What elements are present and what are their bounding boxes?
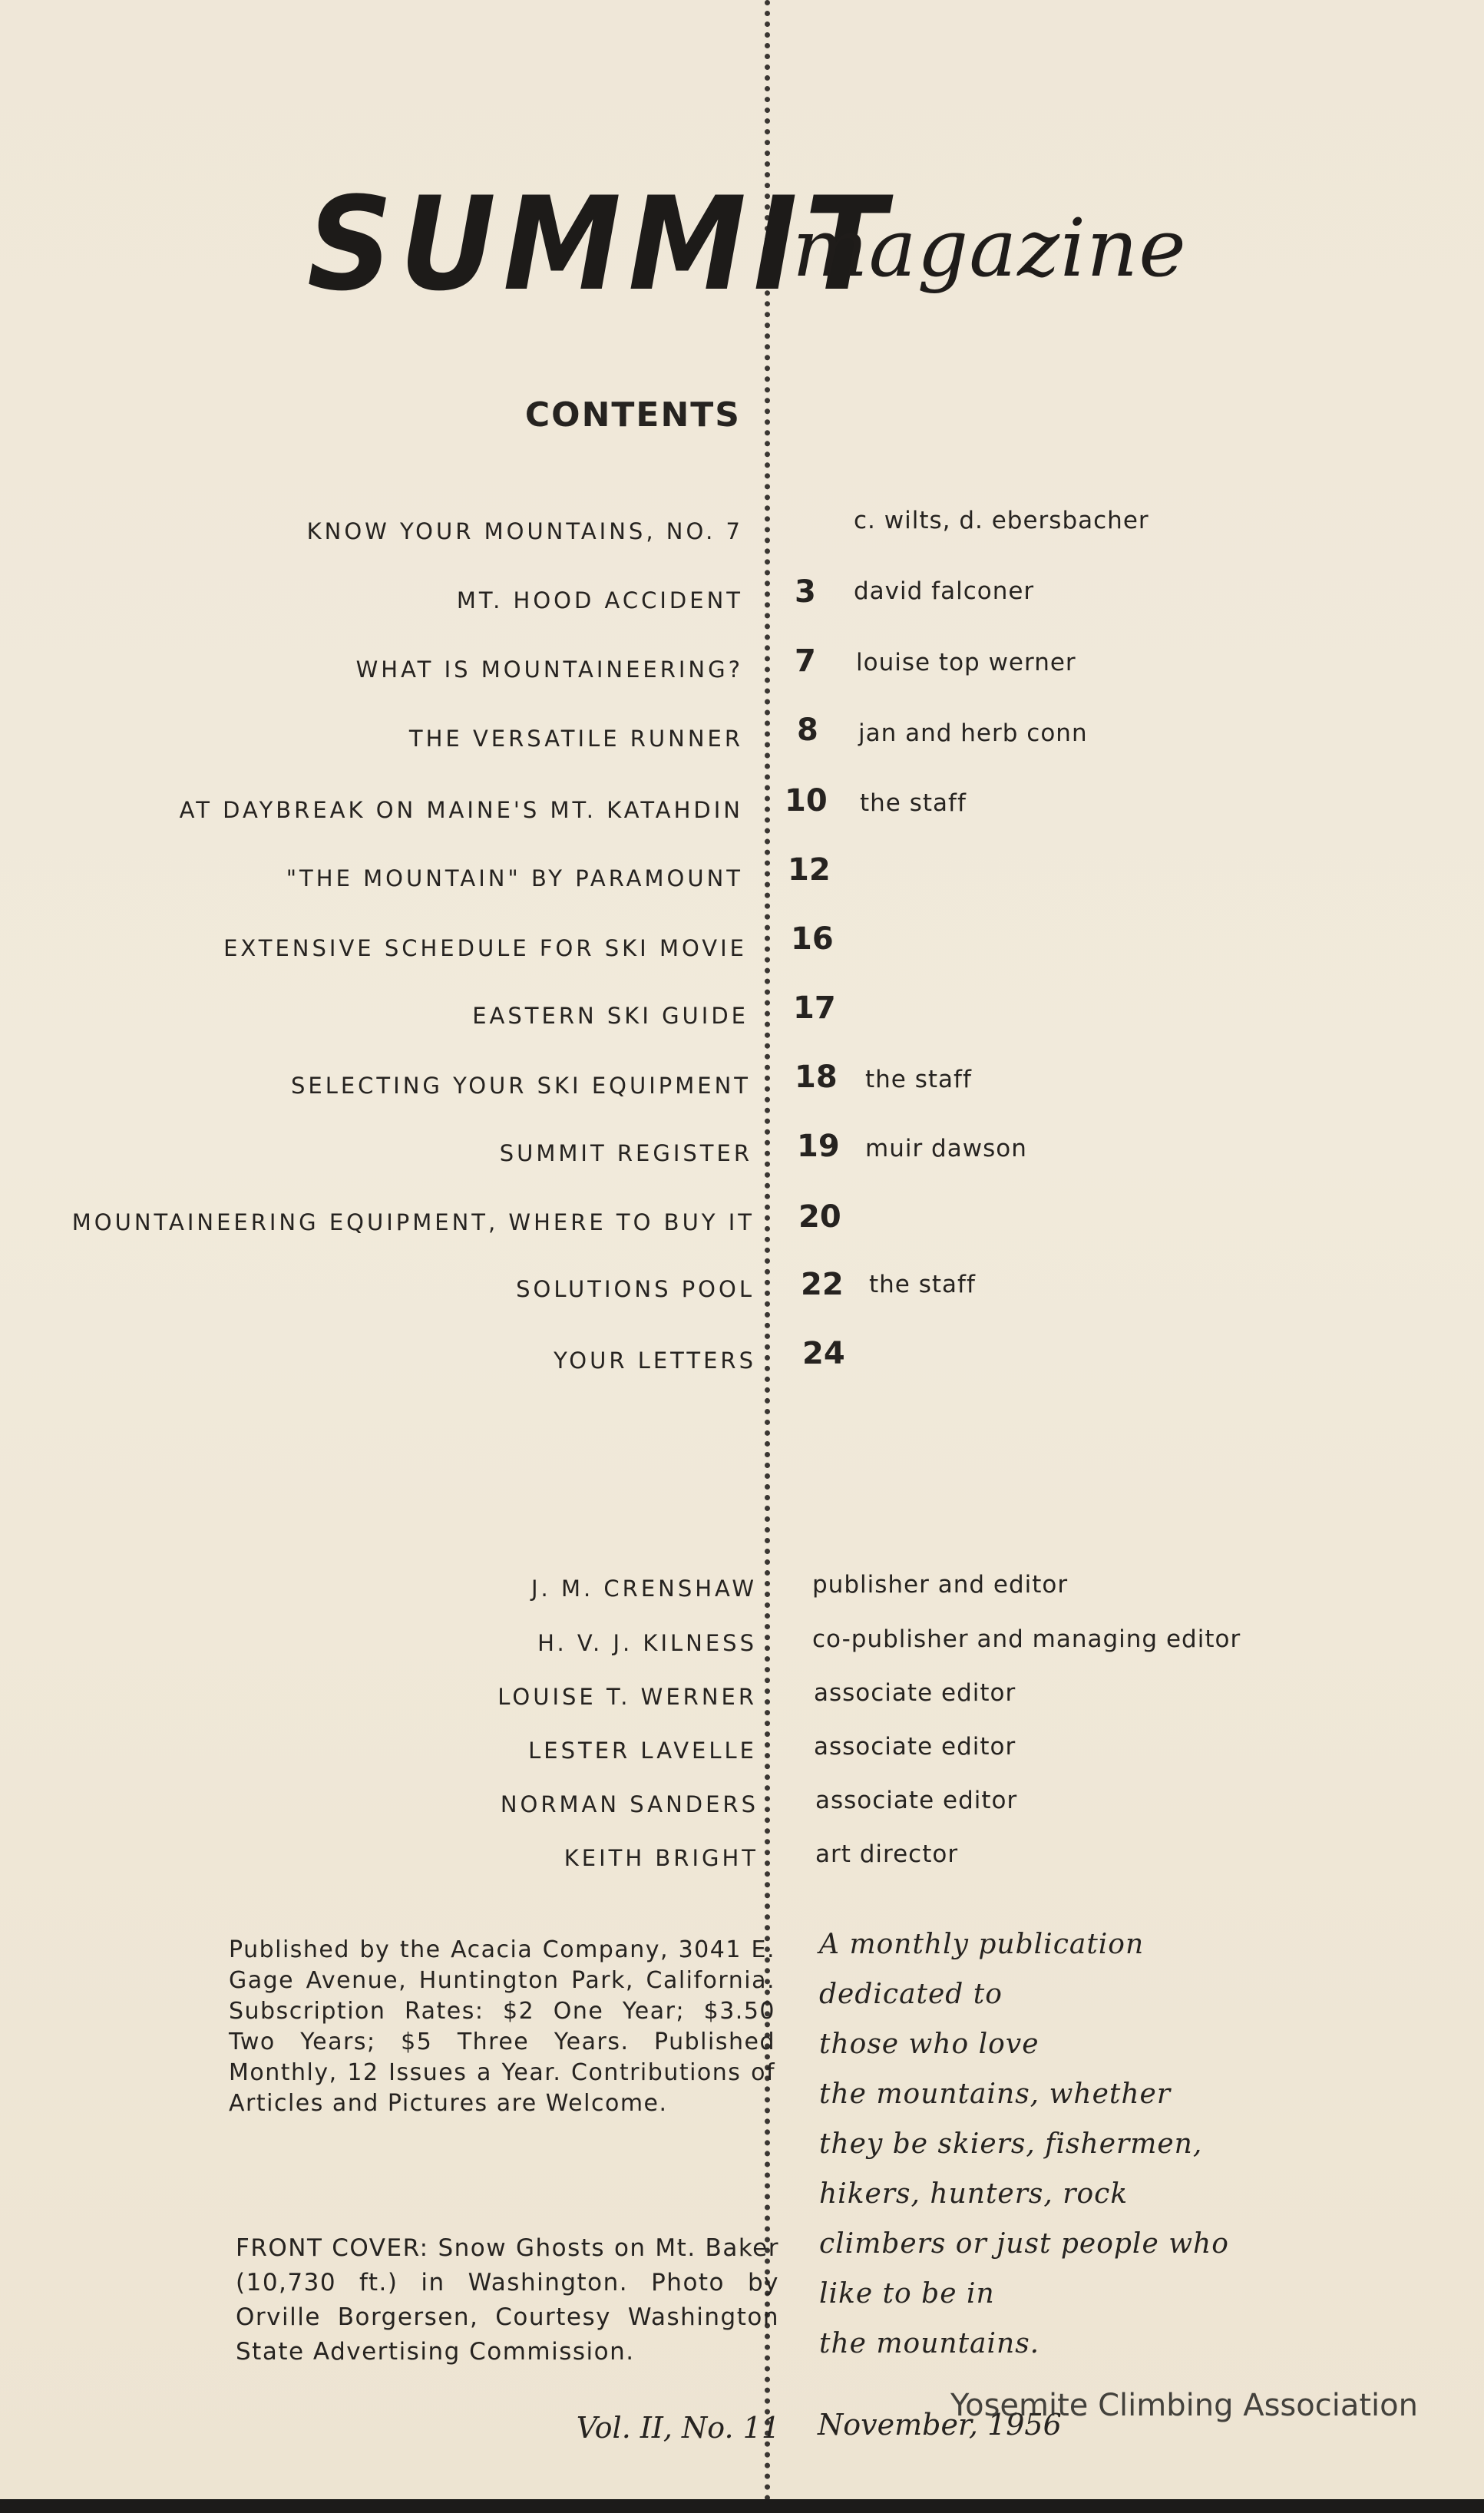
staff-name: LESTER LAVELLE <box>528 1738 757 1764</box>
toc-title: EXTENSIVE SCHEDULE FOR SKI MOVIE <box>223 935 747 961</box>
toc-page: 10 <box>785 783 828 818</box>
front-cover-text: Snow Ghosts on Mt. Baker (10,730 ft.) in Washington. Photo by Orville Borgersen, Courtesy Washington State Advertising Commission. <box>236 2234 779 2366</box>
dotted-divider <box>765 0 770 2513</box>
description-line: they be skiers, fishermen, <box>819 2128 1203 2160</box>
description-line: dedicated to <box>819 1979 1003 2010</box>
toc-title: YOUR LETTERS <box>554 1347 756 1374</box>
staff-name: J. M. CRENSHAW <box>530 1576 757 1602</box>
toc-page: 12 <box>788 852 831 888</box>
bottom-edge <box>0 2499 1484 2513</box>
description-line: the mountains. <box>819 2328 1040 2359</box>
description-line: like to be in <box>819 2278 995 2310</box>
toc-title: SOLUTIONS POOL <box>516 1276 755 1302</box>
watermark-text: Yosemite Climbing Association <box>950 2388 1418 2423</box>
toc-title: AT DAYBREAK ON MAINE'S MT. KATAHDIN <box>179 797 743 823</box>
staff-role: art director <box>815 1840 959 1868</box>
toc-author: muir dawson <box>865 1135 1027 1162</box>
description-line: climbers or just people who <box>819 2228 1229 2260</box>
toc-author: the staff <box>860 789 967 817</box>
toc-page: 18 <box>795 1060 838 1095</box>
front-cover-label: FRONT COVER: <box>236 2234 429 2262</box>
magazine-subtitle: magazine <box>792 201 1187 295</box>
toc-title: "THE MOUNTAIN" BY PARAMOUNT <box>286 865 743 891</box>
toc-page: 16 <box>791 921 834 957</box>
description-line: the mountains, whether <box>819 2078 1172 2110</box>
description-line: hikers, hunters, rock <box>819 2178 1129 2210</box>
toc-page: 17 <box>793 990 836 1026</box>
toc-author: louise top werner <box>856 649 1076 676</box>
description-line: A monthly publication <box>819 1929 1145 1960</box>
staff-role: co-publisher and managing editor <box>812 1625 1241 1653</box>
toc-author: c. wilts, d. ebersbacher <box>854 507 1149 534</box>
issue-date: November, 1956 <box>818 2408 1062 2442</box>
description-line: those who love <box>819 2029 1039 2060</box>
toc-page: 20 <box>798 1199 841 1235</box>
staff-role: associate editor <box>815 1787 1018 1814</box>
volume-number: Vol. II, No. 11 <box>576 2411 780 2445</box>
toc-page: 19 <box>797 1129 840 1164</box>
publisher-info: Published by the Acacia Company, 3041 E. Gage Avenue, Huntington Park, California. Subscription Rates: $2 One Year; $3.50 Two Years; $5 Three Years. Published Monthly, 12 Issues a Year. Contributions of Articles and Pictures are Welcome. <box>229 1936 775 2117</box>
staff-role: associate editor <box>814 1679 1016 1707</box>
description-text <box>819 1919 1229 2369</box>
toc-author: david falconer <box>854 577 1035 605</box>
magazine-title: SUMMIT <box>307 169 893 319</box>
toc-page: 24 <box>802 1336 845 1371</box>
toc-title: THE VERSATILE RUNNER <box>408 726 743 752</box>
toc-title: MT. HOOD ACCIDENT <box>456 587 743 613</box>
staff-name: H. V. J. KILNESS <box>537 1630 757 1656</box>
toc-page: 3 <box>795 574 816 610</box>
staff-role: publisher and editor <box>812 1571 1069 1599</box>
toc-title: MOUNTAINEERING EQUIPMENT, WHERE TO BUY IT <box>71 1209 755 1235</box>
toc-title: SELECTING YOUR SKI EQUIPMENT <box>290 1073 751 1099</box>
toc-title: SUMMIT REGISTER <box>499 1140 752 1166</box>
toc-page: 22 <box>801 1267 844 1302</box>
staff-name: LOUISE T. WERNER <box>497 1684 757 1710</box>
toc-title: KNOW YOUR MOUNTAINS, NO. 7 <box>306 518 743 544</box>
toc-title: WHAT IS MOUNTAINEERING? <box>355 656 743 683</box>
front-cover-info <box>236 2231 779 2369</box>
staff-name: NORMAN SANDERS <box>500 1791 759 1817</box>
staff-role: associate editor <box>814 1733 1016 1761</box>
toc-author: the staff <box>865 1066 972 1093</box>
toc-page: 8 <box>797 713 818 748</box>
toc-page: 7 <box>795 643 816 679</box>
staff-name: KEITH BRIGHT <box>564 1845 759 1871</box>
contents-heading: CONTENTS <box>524 395 741 435</box>
toc-title: EASTERN SKI GUIDE <box>472 1003 749 1029</box>
toc-author: jan and herb conn <box>858 719 1088 747</box>
toc-author: the staff <box>869 1271 976 1298</box>
